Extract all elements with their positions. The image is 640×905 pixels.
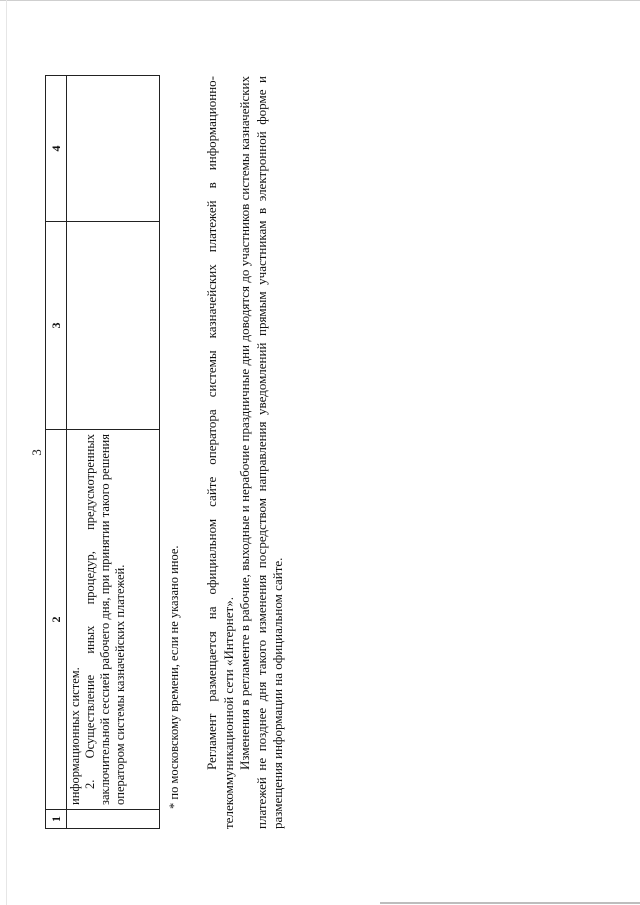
table-header-row [46,76,67,829]
paragraph: Изменения в регламенте в рабочие, выходные и нерабочие праздничные дни доводятся до участников системы казначейских платежей не позднее дня такого изменения посредством направления уведомлений прямым участникам в электронной форме и размещения информации на официальном сайте. [237,76,286,829]
column-header-1: 1 [46,810,67,829]
footnote: * по московскому времени, если не указано иное. [167,545,181,809]
table-row [67,76,160,829]
body-text [204,76,287,829]
schedule-table [45,75,160,829]
table-cell-col3 [67,222,160,430]
table-cell-col1 [67,810,160,829]
paragraph: Регламент размещается на официальном сайте оператора системы казначейских платежей в информационно-телекоммуникационной сети «Интернет». [204,76,236,829]
column-header-4: 4 [46,76,67,222]
table-cell-col4 [67,76,160,222]
page-number: 3 [29,449,44,456]
cell-line: информационных систем. [68,667,82,805]
cell-item: 2. Осуществление иных процедур, предусмотренных заключительной сессией рабочего дня, при принятии такого решения оператором системы казначейских платежей. [83,434,127,805]
column-header-3: 3 [46,222,67,430]
column-header-2: 2 [46,430,67,810]
table-cell-col2 [67,430,160,810]
